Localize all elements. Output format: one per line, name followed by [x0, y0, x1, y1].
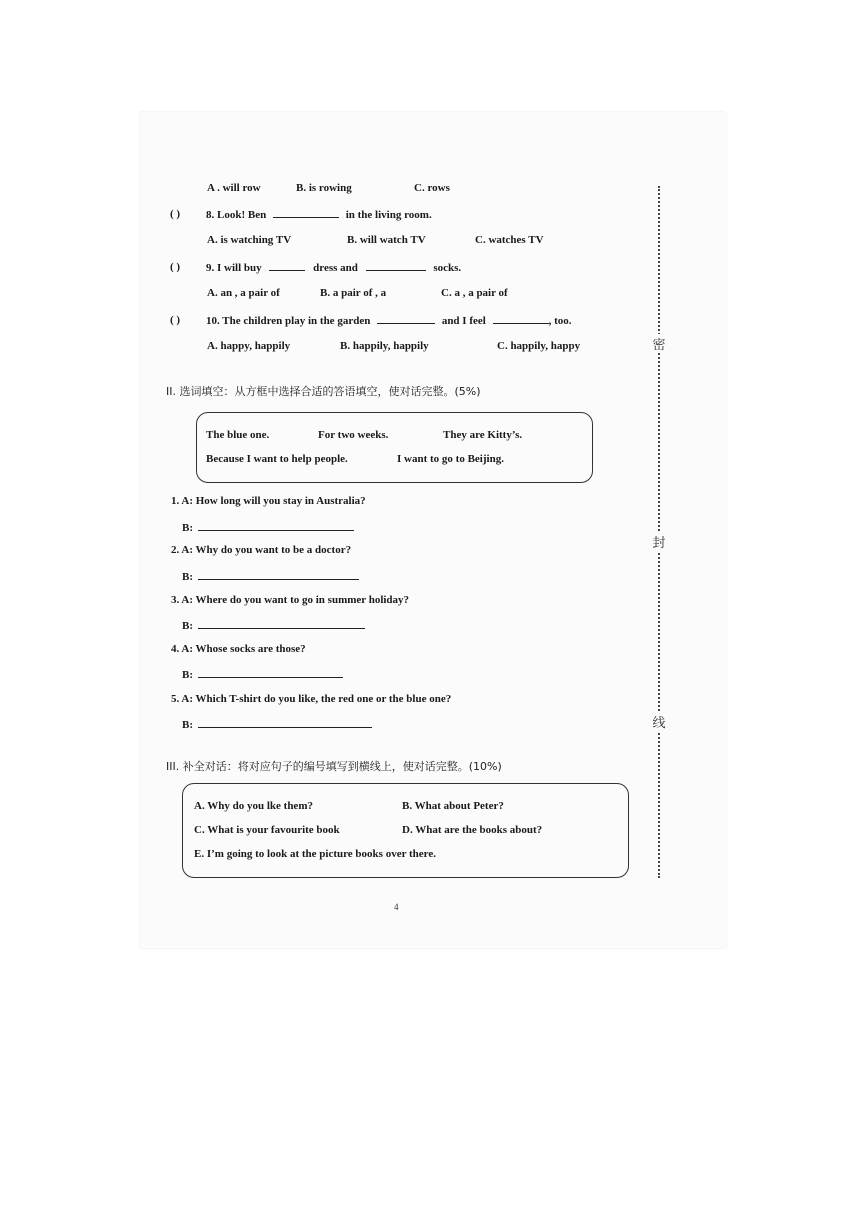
dialog-1-question: 1. A: How long will you stay in Australia? — [171, 495, 366, 507]
section2-box-item-4: Because I want to help people. — [206, 453, 348, 465]
q10-stem-mid: and I feel — [441, 315, 486, 327]
q9-option-c: C. a , a pair of — [441, 287, 508, 299]
section2-box-item-5: I want to go to Beijing. — [397, 453, 504, 465]
q10-stem — [206, 314, 571, 327]
q10-blank-2[interactable] — [493, 314, 549, 324]
q8-option-b: B. will watch TV — [347, 234, 426, 246]
section3-title: III. 补全对话：将对应句子的编号填写到横线上，使对话完整。(10%) — [166, 760, 502, 773]
dialog-4-answer — [182, 668, 343, 681]
seal-char-feng: 封 — [651, 532, 667, 551]
section2-box-item-2: For two weeks. — [318, 429, 389, 441]
dialog-2-answer — [182, 570, 359, 583]
dialog-2-question: 2. A: Why do you want to be a doctor? — [171, 544, 352, 556]
q10-answer-paren: ( ) — [170, 314, 181, 326]
dialog-1-answer-label: B: — [182, 522, 193, 534]
section3-box-item-a: A. Why do you lke them? — [194, 800, 313, 812]
dialog-3-question: 3. A: Where do you want to go in summer holiday? — [171, 594, 410, 606]
dialog-5-answer — [182, 718, 372, 731]
q9-option-b: B. a pair of , a — [320, 287, 387, 299]
q9-option-a: A. an , a pair of — [207, 287, 280, 299]
q9-blank-2[interactable] — [366, 261, 426, 271]
dialog-5-answer-blank[interactable] — [198, 718, 372, 728]
dialog-4-answer-blank[interactable] — [198, 668, 343, 678]
q10-stem-text: 10. The children play in the garden — [206, 315, 371, 327]
page-number: 4 — [394, 902, 399, 912]
q8-stem — [206, 208, 432, 221]
q8-stem-after: in the living room. — [345, 209, 432, 221]
q10-option-b: B. happily, happily — [340, 340, 429, 352]
q7-option-b: B. is rowing — [296, 182, 352, 194]
section2-box-item-1: The blue one. — [206, 429, 270, 441]
q9-blank-1[interactable] — [269, 261, 305, 271]
dialog-1-answer — [182, 521, 354, 534]
q8-option-c: C. watches TV — [475, 234, 544, 246]
q10-option-a: A. happy, happily — [207, 340, 291, 352]
dialog-5-answer-label: B: — [182, 719, 193, 731]
section3-box-item-d: D. What are the books about? — [402, 824, 543, 836]
dialog-4-answer-label: B: — [182, 669, 193, 681]
seal-char-mi: 密 — [651, 334, 667, 353]
q8-stem-text: 8. Look! Ben — [206, 209, 267, 221]
q9-stem-text: 9. I will buy — [206, 262, 262, 274]
q9-stem — [206, 261, 461, 274]
section2-title: II. 选词填空：从方框中选择合适的答语填空，使对话完整。(5%) — [166, 385, 481, 398]
dialog-2-answer-label: B: — [182, 571, 193, 583]
q8-option-a: A. is watching TV — [207, 234, 292, 246]
section2-box-item-3: They are Kitty’s. — [443, 429, 523, 441]
q7-option-a: A . will row — [207, 182, 261, 194]
section3-box-item-c: C. What is your favourite book — [194, 824, 340, 836]
q8-blank[interactable] — [273, 208, 339, 218]
q10-blank-1[interactable] — [377, 314, 435, 324]
dialog-1-answer-blank[interactable] — [198, 521, 354, 531]
dialog-3-answer — [182, 619, 365, 632]
q10-option-c: C. happily, happy — [497, 340, 581, 352]
q9-stem-mid: dress and — [313, 262, 358, 274]
q7-option-c: C. rows — [414, 182, 450, 194]
q9-stem-end: socks. — [433, 262, 462, 274]
dialog-5-question: 5. A: Which T-shirt do you like, the red one or the blue one? — [171, 693, 452, 705]
dialog-3-answer-blank[interactable] — [198, 619, 365, 629]
q10-stem-end: , too. — [548, 315, 572, 327]
dialog-2-answer-blank[interactable] — [198, 570, 359, 580]
section2-word-box — [196, 412, 593, 483]
section3-box-item-e: E. I’m going to look at the picture books over there. — [194, 848, 436, 860]
q8-answer-paren: ( ) — [170, 208, 181, 220]
q9-answer-paren: ( ) — [170, 261, 181, 273]
dialog-3-answer-label: B: — [182, 620, 193, 632]
dialog-4-question: 4. A: Whose socks are those? — [171, 643, 306, 655]
seal-char-xian: 线 — [651, 712, 667, 731]
section3-box-item-b: B. What about Peter? — [402, 800, 504, 812]
